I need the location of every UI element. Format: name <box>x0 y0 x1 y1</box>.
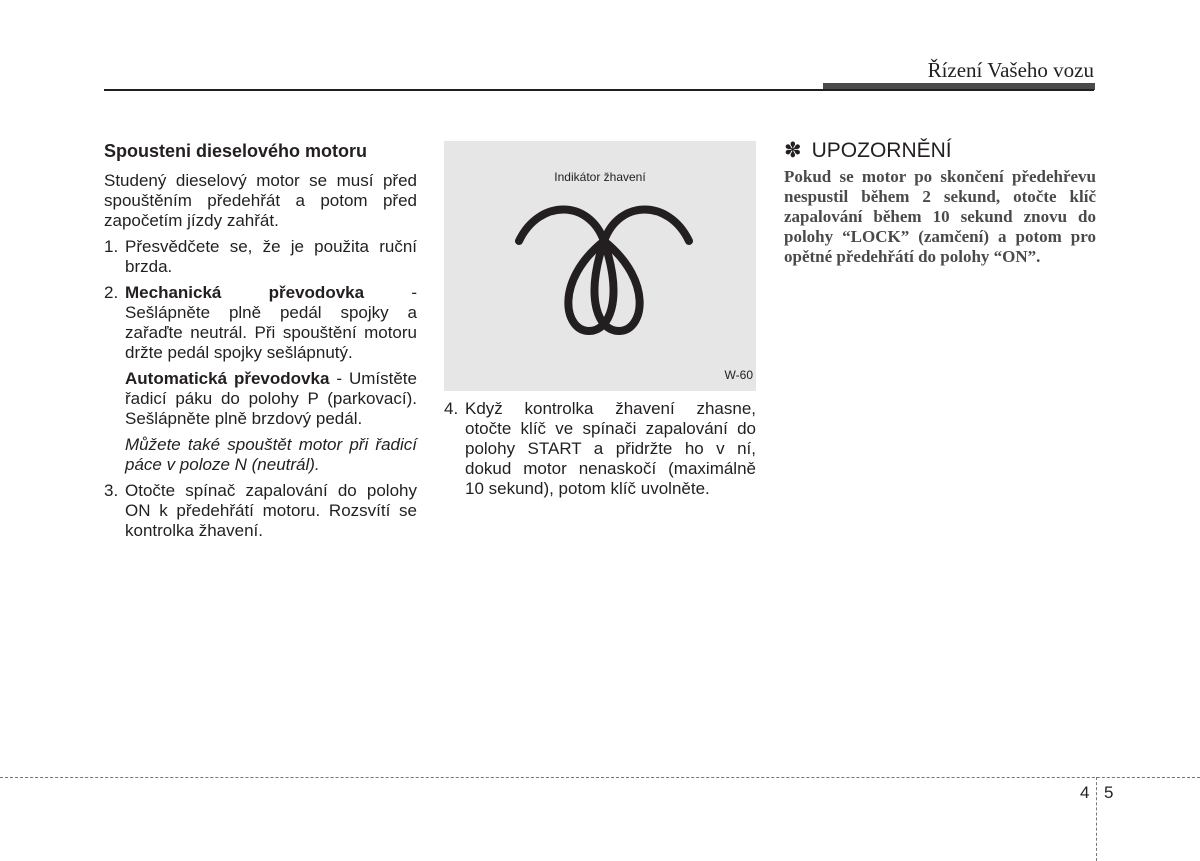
step-2 <box>104 283 417 363</box>
step-3 <box>104 481 417 541</box>
intro-paragraph: Studený dieselový motor se musí před spouštěním předehřát a potom před započetím jízdy zahřát. <box>104 171 417 230</box>
header-rule <box>104 89 1094 91</box>
step-text: Otočte spínač zapalování do polohy ON k předehřátí motoru. Rozsvítí se kontrolka žhavení. <box>125 481 417 540</box>
step-4 <box>444 399 756 499</box>
page-number: 5 <box>1104 783 1114 802</box>
manual-transmission-label: Mechanická převodovka <box>125 283 365 302</box>
step-number: 2. <box>104 283 119 302</box>
footer-divider <box>1096 777 1097 861</box>
step-number: 4. <box>444 399 459 418</box>
chapter-number: 4 <box>1080 783 1090 802</box>
footer-rule <box>0 777 1200 778</box>
automatic-transmission-label: Automatická převodovka <box>125 369 330 388</box>
warning-title: UPOZORNĚNÍ <box>811 139 952 162</box>
page-header-title: Řízení Vašeho vozu <box>927 58 1094 82</box>
step-body <box>125 283 417 363</box>
automatic-transmission-note <box>125 369 417 429</box>
step-number: 1. <box>104 237 119 256</box>
neutral-note: Můžete také spouštět motor při řadicí páce v poloze N (neutrál). <box>125 435 417 474</box>
warning-text: Pokud se motor po skončení předehřevu nespustil během 2 sekund, otočte klíč zapalování během 10 sekund znovu do polohy “LOCK” (zamčení) a potom pro opětné předehřátí do polohy “ON”. <box>784 167 1096 266</box>
warning-heading <box>784 141 1096 161</box>
step-number: 3. <box>104 481 119 500</box>
step-text: Přesvědčete se, že je použita ruční brzda. <box>125 237 417 276</box>
left-column <box>104 141 417 547</box>
step-1 <box>104 237 417 277</box>
step-text: - Sešlápněte plně pedál spojky a zařaďte neutrál. Při spouštění motoru držte pedál spojky sešlápnutý. <box>125 283 418 362</box>
step-text: Když kontrolka žhavení zhasne, otočte klíč ve spínači zapalování do polohy START a přidržte ho v ní, dokud motor nenaskočí (maximálně 10 sekund), potom klíč uvolněte. <box>465 399 756 498</box>
figure-caption: Indikátor žhavení <box>554 170 646 184</box>
right-column <box>784 141 1096 267</box>
middle-column <box>444 141 756 505</box>
automatic-transmission-text: - Umístěte řadicí páku do polohy P (parkovací). Sešlápněte plně brzdový pedál. <box>125 369 417 428</box>
glow-plug-coil-icon <box>514 201 694 341</box>
asterisk-icon: ✽ <box>784 139 802 162</box>
figure-code: W-60 <box>724 368 753 382</box>
section-heading: Spousteni dieselového motoru <box>104 141 368 161</box>
glow-indicator-figure <box>444 141 756 391</box>
